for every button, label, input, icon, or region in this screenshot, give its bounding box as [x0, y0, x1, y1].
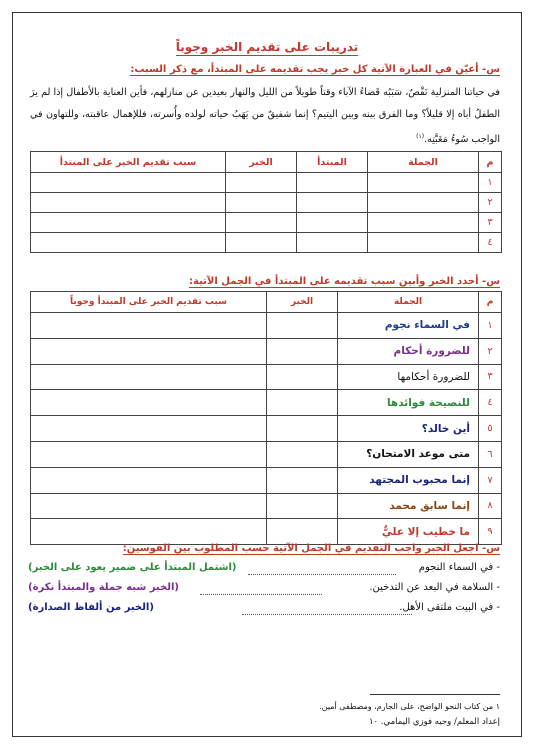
- table-row: [31, 467, 502, 493]
- table-row: [31, 416, 502, 442]
- row-number: ٢: [479, 193, 502, 213]
- answer-cell[interactable]: [267, 338, 338, 364]
- answer-cell[interactable]: [31, 364, 267, 390]
- exercise-line-2: - السلامة في البعد عن التدخين.: [369, 582, 500, 593]
- answer-cell[interactable]: [31, 213, 226, 233]
- answer-cell[interactable]: [31, 519, 267, 545]
- sentence-cell: متى موعد الامتحان؟: [338, 441, 479, 467]
- answer-cell[interactable]: [31, 441, 267, 467]
- col-header-sentence: الجملة: [368, 152, 479, 173]
- answer-cell[interactable]: [31, 193, 226, 213]
- answer-cell[interactable]: [267, 493, 338, 519]
- col-header-reason: سبب تقديم الخبر على المبتدأ وجوباً: [31, 292, 267, 313]
- row-number: ٣: [479, 213, 502, 233]
- answer-blank[interactable]: [248, 574, 396, 575]
- table-row: [31, 193, 502, 213]
- answer-cell[interactable]: [368, 173, 479, 193]
- table-row: [31, 519, 502, 545]
- exercise-line-3: - في البيت ملتقى الأهل.: [399, 602, 500, 613]
- answer-blank[interactable]: [242, 614, 412, 615]
- sentence-cell: إنما محبوب المجتهد: [338, 467, 479, 493]
- row-number: ٤: [479, 233, 502, 253]
- table-row: [31, 441, 502, 467]
- question-3-label: س- اجعل الخبر واجب التقديم في الجمل الآتية حسب المطلوب بين القوسين:: [122, 543, 500, 554]
- page-footer: إعداد المعلم/ وجيه فوزي اليمامي. ١٠: [368, 717, 500, 727]
- col-header-reason: سبب تقديم الخبر على المبتدأ: [31, 152, 226, 173]
- answer-cell[interactable]: [226, 173, 297, 193]
- footnote-mark: (١): [416, 133, 425, 140]
- table-row: [31, 338, 502, 364]
- col-header-predicate: الخبر: [267, 292, 338, 313]
- question-1-table: [30, 151, 502, 253]
- table-row: [31, 233, 502, 253]
- table-header-row: [31, 152, 502, 173]
- row-number: ٤: [479, 390, 502, 416]
- sentence-cell: للنصيحة فوائدها: [338, 390, 479, 416]
- sentence-cell: أين خالد؟: [338, 416, 479, 442]
- answer-blank[interactable]: [200, 594, 322, 595]
- question-1-label: س- أعيّن في العبارة الآتية كل خبر يجب تقديمه على المبتدأ، مع ذكر السبب:: [130, 64, 500, 75]
- table-header-row: [31, 292, 502, 313]
- exercise-line-1: - في السماء النجوم: [418, 562, 500, 573]
- answer-cell[interactable]: [267, 364, 338, 390]
- answer-cell[interactable]: [31, 390, 267, 416]
- row-number: ٥: [479, 416, 502, 442]
- row-number: ٧: [479, 467, 502, 493]
- sentence-cell: في السماء نجوم: [338, 313, 479, 339]
- footnote: ١ من كتاب النحو الواضح، على الجارم، ومصطفى أمين.: [319, 702, 500, 711]
- answer-cell[interactable]: [226, 193, 297, 213]
- answer-cell[interactable]: [31, 233, 226, 253]
- answer-cell[interactable]: [368, 213, 479, 233]
- answer-cell[interactable]: [267, 416, 338, 442]
- answer-cell[interactable]: [226, 233, 297, 253]
- answer-cell[interactable]: [31, 493, 267, 519]
- col-header-num: م: [479, 152, 502, 173]
- question-2-label: س- أحدد الخبر وأبين سبب تقديمه على المبتدأ في الجمل الآتية:: [189, 276, 500, 287]
- question-2-table: [30, 291, 502, 545]
- answer-cell[interactable]: [31, 313, 267, 339]
- row-number: ٦: [479, 441, 502, 467]
- answer-cell[interactable]: [267, 390, 338, 416]
- answer-cell[interactable]: [267, 441, 338, 467]
- exercise-hint-1: (اشتمل المبتدأ على ضمير يعود على الخبر): [28, 562, 237, 573]
- sentence-cell: للضرورة أحكامها: [338, 364, 479, 390]
- table-row: [31, 313, 502, 339]
- answer-cell[interactable]: [297, 173, 368, 193]
- col-header-predicate: الخبر: [226, 152, 297, 173]
- answer-cell[interactable]: [267, 519, 338, 545]
- exercise-hint-2: (الخبر شبه جملة والمبتدأ نكرة): [28, 582, 179, 593]
- table-row: [31, 213, 502, 233]
- footnote-divider: [370, 694, 500, 695]
- answer-cell[interactable]: [297, 233, 368, 253]
- exercise-hint-3: (الخبر من ألفاظ الصدارة): [28, 602, 154, 613]
- row-number: ١: [479, 313, 502, 339]
- col-header-subject: المبتدأ: [297, 152, 368, 173]
- answer-cell[interactable]: [31, 467, 267, 493]
- row-number: ٨: [479, 493, 502, 519]
- table-row: [31, 364, 502, 390]
- row-number: ٩: [479, 519, 502, 545]
- answer-cell[interactable]: [368, 193, 479, 213]
- row-number: ١: [479, 173, 502, 193]
- answer-cell[interactable]: [267, 313, 338, 339]
- answer-cell[interactable]: [267, 467, 338, 493]
- sentence-cell: للضرورة أحكام: [338, 338, 479, 364]
- col-header-num: م: [479, 292, 502, 313]
- answer-cell[interactable]: [297, 193, 368, 213]
- sentence-cell: إنما سابق محمد: [338, 493, 479, 519]
- answer-cell[interactable]: [31, 416, 267, 442]
- answer-cell[interactable]: [31, 338, 267, 364]
- row-number: ٣: [479, 364, 502, 390]
- row-number: ٢: [479, 338, 502, 364]
- answer-cell[interactable]: [226, 213, 297, 233]
- table-row: [31, 390, 502, 416]
- question-1-paragraph: في حياتنا المنزلية نَقْصٌ، سَبَبُه قَضاءُ الآباء وقتاً طويلاً من الليل والنهار بعيدين عن منازلهم، فأين العناية بالأطفال إذا لم يرَ الطفلُ أباه إلا قليلاً؟ وما الفرق بينه وبين اليتيم؟ إنما شفيقٌ من يَهَبُ حياته لولده وأُسرته، فللإهمال عاقبته، وللتهاون في الواجب سُوءُ مَغَبَّتِه.$^{(١)}$: [30, 87, 500, 146]
- answer-cell[interactable]: [297, 213, 368, 233]
- table-row: [31, 493, 502, 519]
- table-row: [31, 173, 502, 193]
- sentence-cell: ما خطيب إلا عليٌّ: [338, 519, 479, 545]
- answer-cell[interactable]: [368, 233, 479, 253]
- col-header-sentence: الجملة: [338, 292, 479, 313]
- page-title: تدريبات على تقديم الخبر وجوباً: [175, 40, 359, 54]
- answer-cell[interactable]: [31, 173, 226, 193]
